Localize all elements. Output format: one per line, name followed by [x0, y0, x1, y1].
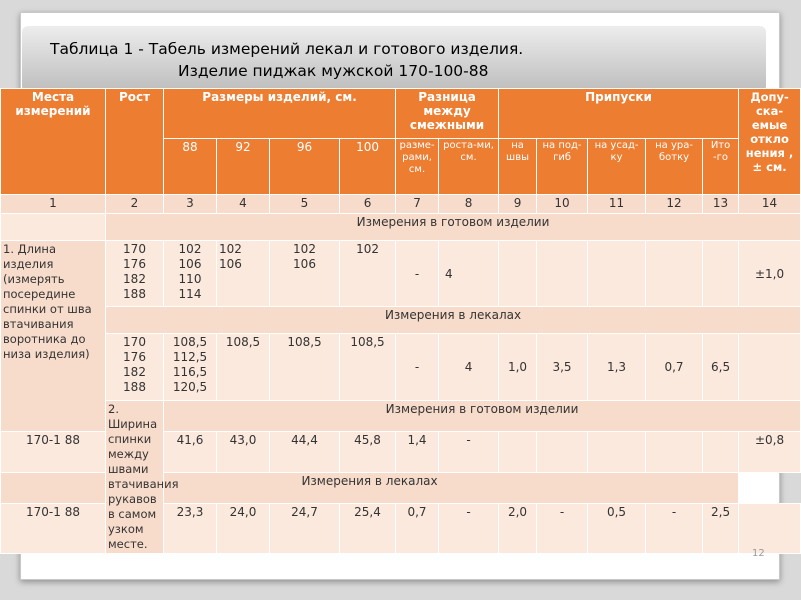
table-row: [1, 334, 801, 401]
size-96-values: 108,5: [270, 334, 340, 401]
section-finished-label: Измерения в готовом изделии: [164, 401, 801, 432]
column-number-row: [1, 195, 801, 214]
column-number: 12: [646, 195, 703, 214]
row-label-back-width: 2. Ширина спинки между швами втачивания рукавов в самом узком месте.: [106, 401, 164, 554]
size-100: 100: [340, 139, 396, 195]
section-finished-label: Измерения в готовом изделии: [106, 214, 801, 241]
empty-cell: [588, 241, 646, 307]
header-height: Рост: [106, 89, 164, 195]
height-values: 170 176 182 188: [106, 241, 164, 307]
size-92-values: 43,0: [217, 431, 270, 472]
empty-cell: [739, 503, 801, 553]
table-title: Таблица 1 - Табель измерений лекал и готового изделия.: [50, 40, 524, 58]
tolerance-value: ±0,8: [739, 431, 801, 472]
header-allowances: Припуски: [499, 89, 739, 139]
header-row-1: [1, 89, 801, 139]
height-values: 170-1 88: [1, 431, 106, 472]
trim-value: 0,7: [646, 334, 703, 401]
column-number: 1: [1, 195, 106, 214]
height-values: 170-1 88: [1, 503, 106, 553]
empty-cell: [588, 431, 646, 472]
total-value: 6,5: [703, 334, 739, 401]
table-row: [1, 241, 801, 307]
header-diff-sizes: разме-рами, см.: [396, 139, 439, 195]
column-number: 9: [499, 195, 537, 214]
size-92-values: 108,5: [217, 334, 270, 401]
size-88-values: 108,5 112,5 116,5 120,5: [164, 334, 217, 401]
size-100-values: 25,4: [340, 503, 396, 553]
section-patterns-label: Измерения в лекалах: [106, 307, 801, 334]
diff-heights-value: 4: [439, 241, 499, 307]
column-number: 8: [439, 195, 499, 214]
column-number: 4: [217, 195, 270, 214]
header-seams: на швы: [499, 139, 537, 195]
size-88-values: 102 106 110 114: [164, 241, 217, 307]
column-number: 13: [703, 195, 739, 214]
hem-value: -: [537, 503, 588, 553]
header-total: Ито -го: [703, 139, 739, 195]
column-number: 5: [270, 195, 340, 214]
shrink-value: 0,5: [588, 503, 646, 553]
tolerance-value: ±1,0: [739, 241, 801, 307]
header-sizes: Размеры изделий, см.: [164, 89, 396, 139]
header-hem: на под-гиб: [537, 139, 588, 195]
column-number: 11: [588, 195, 646, 214]
seams-value: 2,0: [499, 503, 537, 553]
empty-cell: [703, 241, 739, 307]
total-value: 2,5: [703, 503, 739, 553]
column-number: 6: [340, 195, 396, 214]
size-96-values: 24,7: [270, 503, 340, 553]
diff-sizes-value: -: [396, 241, 439, 307]
title-bar: [22, 26, 766, 92]
size-96-values: 102 106: [270, 241, 340, 307]
section-row: [1, 401, 801, 432]
size-96: 96: [270, 139, 340, 195]
header-difference: Разница между смежными: [396, 89, 499, 139]
diff-heights-value: -: [439, 431, 499, 472]
header-trim: на ура-ботку: [646, 139, 703, 195]
diff-heights-value: -: [439, 503, 499, 553]
column-number: 3: [164, 195, 217, 214]
diff-sizes-value: -: [396, 334, 439, 401]
table-subtitle: Изделие пиджак мужской 170-100-88: [178, 62, 489, 80]
section-patterns-label: Измерения в лекалах: [1, 472, 739, 503]
diff-heights-value: 4: [439, 334, 499, 401]
section-row: [1, 307, 801, 334]
empty-cell: [646, 241, 703, 307]
size-92-values: 102 106: [217, 241, 270, 307]
shrink-value: 1,3: [588, 334, 646, 401]
size-88-values: 23,3: [164, 503, 217, 553]
trim-value: -: [646, 503, 703, 553]
empty-cell: [537, 431, 588, 472]
size-88-values: 41,6: [164, 431, 217, 472]
size-100-values: 108,5: [340, 334, 396, 401]
empty-cell: [499, 241, 537, 307]
empty-cell: [1, 214, 106, 241]
header-tolerance: Допу-ска-емые откло нения , ± см.: [739, 89, 801, 195]
height-values: 170 176 182 188: [106, 334, 164, 401]
header-places: Места измерений: [1, 89, 106, 195]
empty-cell: [646, 431, 703, 472]
column-number: 7: [396, 195, 439, 214]
measurements-table: [0, 88, 801, 554]
empty-cell: [499, 431, 537, 472]
header-shrink: на усад-ку: [588, 139, 646, 195]
row-label-length: 1. Длина изделия (измерять посередине спинки от шва втачивания воротника до низа изделия): [1, 241, 106, 432]
column-number: 10: [537, 195, 588, 214]
empty-cell: [537, 241, 588, 307]
size-88: 88: [164, 139, 217, 195]
size-100-values: 45,8: [340, 431, 396, 472]
empty-cell: [703, 431, 739, 472]
empty-cell: [739, 334, 801, 401]
section-row: [1, 214, 801, 241]
size-92: 92: [217, 139, 270, 195]
page-number: 12: [752, 548, 765, 559]
size-100-values: 102: [340, 241, 396, 307]
size-96-values: 44,4: [270, 431, 340, 472]
diff-sizes-value: 0,7: [396, 503, 439, 553]
diff-sizes-value: 1,4: [396, 431, 439, 472]
column-number: 14: [739, 195, 801, 214]
column-number: 2: [106, 195, 164, 214]
hem-value: 3,5: [537, 334, 588, 401]
header-diff-heights: роста-ми, см.: [439, 139, 499, 195]
seams-value: 1,0: [499, 334, 537, 401]
size-92-values: 24,0: [217, 503, 270, 553]
